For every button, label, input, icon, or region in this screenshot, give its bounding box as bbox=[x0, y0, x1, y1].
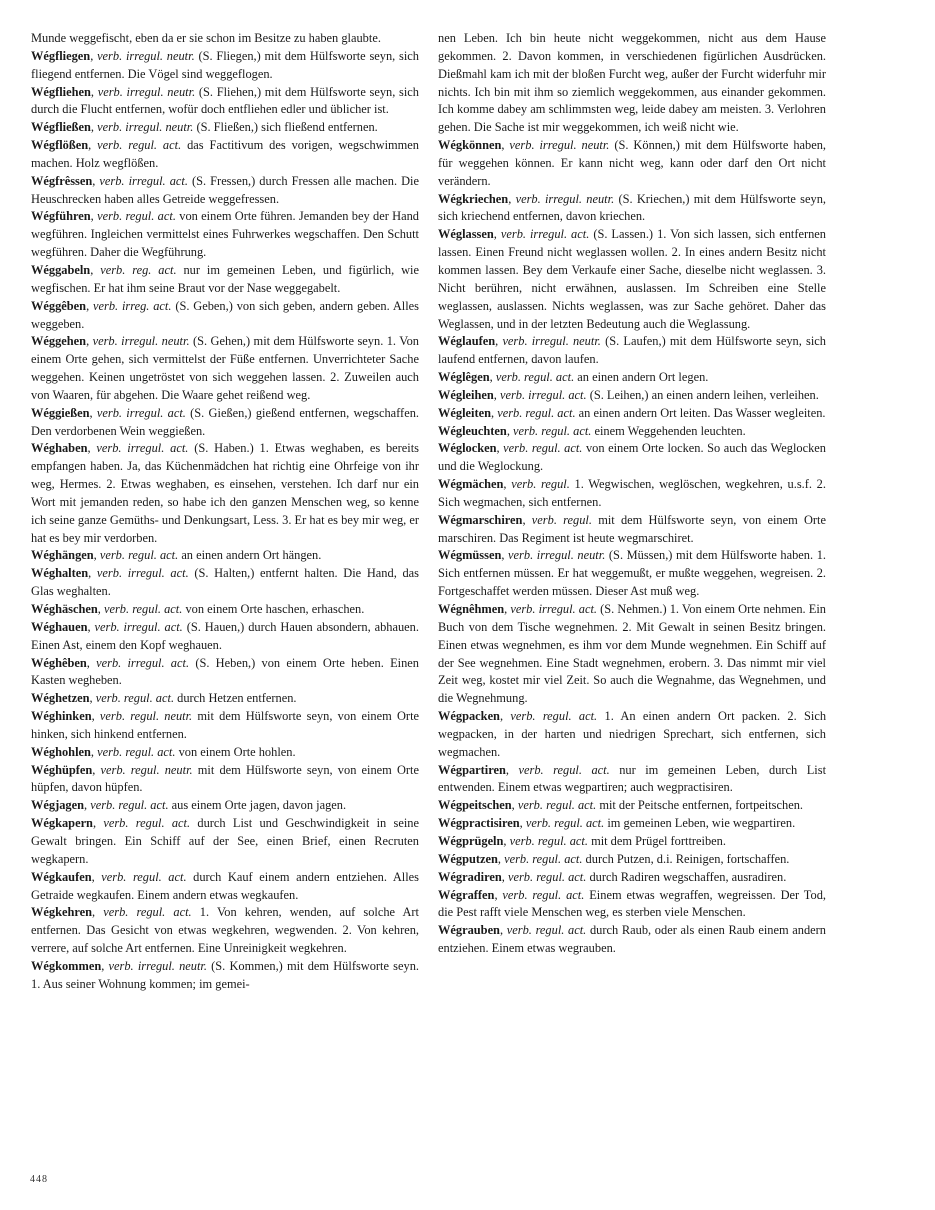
entry-definition: durch Putzen, d.i. Reinigen, fortschaffen. bbox=[585, 851, 790, 866]
entry-definition: von einem Orte locken. So auch das Weglocken und die Weglockung. bbox=[438, 441, 826, 474]
entry-definition: Einem etwas wegraffen, wegreissen. Der Tod, die Pest rafft viele Menschen weg, es sterben viele Menschen. bbox=[438, 887, 826, 920]
entry-grammar: verb. regul. act. bbox=[101, 869, 187, 884]
entry-headword: Wégfrêssen bbox=[31, 173, 93, 188]
dictionary-entry: Wégraffen, verb. regul. act. Einem etwas wegraffen, wegreissen. Der Tod, die Pest rafft viele Menschen weg, es sterben viele Menschen. bbox=[438, 887, 826, 920]
dictionary-entry: Wégkehren, verb. regul. act. 1. Von kehren, wenden, auf solche Art entfernen. Das Gesicht von etwas wegkehren, wegwenden. 2. Von kehren, verrere, auf solche Art entfernen. Eine Unreinigkeit wegkehren. bbox=[31, 905, 419, 956]
entry-headword: Wéghalten bbox=[31, 566, 89, 581]
entry-grammar: verb. irregul. act. bbox=[99, 173, 188, 188]
entry-definition: (S. Heben,) von einem Orte heben. Einen Kasten wegheben. bbox=[31, 655, 419, 688]
entry-grammar: verb. regul. act. bbox=[497, 405, 576, 420]
entry-grammar: verb. irregul. act. bbox=[499, 387, 587, 402]
entry-definition: (S. Geben,) von sich geben, andern geben. Alles weggeben. bbox=[31, 298, 420, 331]
entry-grammar: verb. irregul. act. bbox=[94, 619, 183, 634]
dictionary-entry: Wégmüssen, verb. irregul. neutr. (S. Müssen,) mit dem Hülfsworte haben. 1. Sich entfernen müssen. Er hat weggemußt, er mußte weggehen, wegreisen. 2. Fortgeschaffet werden müssen. Dieser Ast muß weg. bbox=[438, 548, 826, 599]
entry-headword: Wégpractisiren bbox=[438, 816, 520, 831]
entry-definition: von einem Orte führen. Jemanden bey der Hand wegführen. Ingleichen vermittelst eines Fuhrwerkes wegschaffen. Den Schutt wegführen. Daher die Wegführung. bbox=[31, 209, 419, 260]
dictionary-entry: Wégfrêssen, verb. irregul. act. (S. Fressen,) durch Fressen alle machen. Die Heuschrecken haben alles Getreide weggefressen. bbox=[31, 173, 419, 206]
entry-headword: Wégmächen bbox=[438, 477, 504, 492]
dictionary-entry: Wégflößen, verb. regul. act. das Factitivum des vorigen, wegschwimmen machen. Holz wegflößen. bbox=[31, 138, 419, 170]
entry-grammar: verb. regul. act. bbox=[95, 691, 175, 706]
entry-headword: Wégfliegen bbox=[31, 48, 91, 63]
entry-definition: durch Kauf einem andern entziehen. Alles Getraide wegkaufen. Einem andern etwas wegkaufen. bbox=[31, 869, 419, 902]
entry-headword: Wéghüpfen bbox=[31, 762, 93, 777]
entry-headword: Wéggießen bbox=[31, 405, 90, 420]
dictionary-entry: Wégleuchten, verb. regul. act. einem Weggehenden leuchten. bbox=[438, 423, 746, 438]
entry-grammar: verb. regul. act. bbox=[495, 370, 575, 385]
entry-definition: durch Raub, oder als einen Raub einem andern entziehen. Einem etwas wegrauben. bbox=[438, 923, 826, 956]
dictionary-entry: Wégputzen, verb. regul. act. durch Putzen, d.i. Reinigen, fortschaffen. bbox=[438, 851, 790, 866]
left-column bbox=[31, 30, 419, 994]
entry-headword: Wégkönnen bbox=[438, 138, 502, 153]
dictionary-entry: Wégjagen, verb. regul. act. aus einem Orte jagen, davon jagen. bbox=[31, 798, 347, 813]
entry-grammar: verb. regul. act. bbox=[509, 833, 588, 848]
entry-headword: Wégkaufen bbox=[31, 869, 92, 884]
entry-headword: Wéghaben bbox=[31, 441, 88, 456]
entry-grammar: verb. regul. act. bbox=[97, 744, 176, 759]
entry-headword: Wéghinken bbox=[31, 709, 92, 724]
dictionary-entry: Wéghaben, verb. irregul. act. (S. Haben.) 1. Etwas weghaben, es bereits empfangen haben. Ja, das Küchenmädchen hat richtig eine Ohrfeige von ihr weg, Hermes. 2. Etwas weghaben, es einsehen, verstehen. Ich darf nur ein Wort mit jemanden reden, so habe ich den ganzen Menschen weg, so kenne ich seine ganze Gemüths- und Denkungsart, Less. 3. Er hat es bey mir weg, er hat es bey mir verdorben. bbox=[31, 441, 419, 545]
entry-definition: (S. Laufen,) mit dem Hülfsworte seyn, sich laufend entfernen, davon laufen. bbox=[438, 334, 827, 367]
dictionary-entry: Wéghäschen, verb. regul. act. von einem Orte haschen, erhaschen. bbox=[31, 602, 365, 616]
entry-definition: an einen andern Ort hängen. bbox=[181, 548, 322, 563]
entry-headword: Wégrauben bbox=[438, 923, 500, 938]
dictionary-entry: Wégradiren, verb. regul. act. durch Radiren wegschaffen, ausradiren. bbox=[438, 869, 787, 884]
entry-headword: Wégpartiren bbox=[438, 762, 506, 777]
dictionary-entry: Wéggehen, verb. irregul. neutr. (S. Gehen,) mit dem Hülfsworte seyn. 1. Von einem Orte gehen, sich vermittelst der Füße entfernen. Unverrichteter Sache weggehen. Keinen ungetröstet von sich weggehen lassen. 2. Zuweilen auch von Waaren, für abgehen. Die Waare gehet reißend weg. bbox=[31, 334, 419, 402]
entry-definition: aus einem Orte jagen, davon jagen. bbox=[171, 798, 347, 813]
entry-grammar: verb. regul. neutr. bbox=[100, 762, 193, 777]
entry-grammar: verb. regul. act. bbox=[517, 798, 597, 813]
entry-definition: 1. Von kehren, wenden, auf solche Art entfernen. Das Gesicht von etwas wegkehren, wegwenden. 2. Von kehren, verrere, auf solche Art entfernen. Eine Unreinigkeit wegkehren. bbox=[31, 905, 419, 956]
entry-definition: (S. Kriechen,) mit dem Hülfsworte seyn, sich kriechend entfernen, davon kriechen. bbox=[438, 191, 826, 224]
entry-definition: nur im gemeinen Leben, durch List entwenden. Einem etwas wegpartiren; auch wegpractisiren. bbox=[438, 762, 827, 795]
entry-definition: (S. Gehen,) mit dem Hülfsworte seyn. 1. Von einem Orte gehen, sich vermittelst der Füße entfernen. Unverrichteter Sache weggehen. Keinen ungetröstet von sich weggehen lassen. 2. Zuweilen auch von Waaren, für abgehen. Die Waare gehet reißend weg. bbox=[31, 334, 419, 402]
entry-headword: Wégfliehen bbox=[31, 84, 91, 99]
entry-headword: Wéghetzen bbox=[31, 691, 90, 706]
entry-definition: von einem Orte hohlen. bbox=[178, 744, 296, 759]
dictionary-entry: Wégfliegen, verb. irregul. neutr. (S. Fliegen,) mit dem Hülfsworte seyn, sich fliegend entfernen. Die Vögel sind weggeflogen. bbox=[31, 48, 419, 81]
entry-grammar: verb. regul. act. bbox=[507, 869, 587, 884]
entry-headword: Wégprügeln bbox=[438, 833, 504, 848]
entry-grammar: verb. reg. act. bbox=[100, 262, 177, 277]
dictionary-entry: Wégfliehen, verb. irregul. neutr. (S. Fliehen,) mit dem Hülfsworte seyn, sich durch die Flucht entfernen, wofür doch entfliehen edler und üblicher ist. bbox=[31, 84, 419, 117]
dictionary-entry: Wéghauen, verb. irregul. act. (S. Hauen,) durch Hauen absondern, abhauen. Einen Ast, einem den Kopf weghauen. bbox=[31, 619, 419, 652]
dictionary-entry: Wéglaufen, verb. irregul. neutr. (S. Laufen,) mit dem Hülfsworte seyn, sich laufend entfernen, davon laufen. bbox=[438, 334, 827, 367]
entry-headword: Wéghêben bbox=[31, 655, 87, 670]
entry-headword: Wégnêhmen bbox=[438, 602, 505, 616]
entry-headword: Wégputzen bbox=[438, 851, 498, 866]
entry-grammar: verb. irregul. act. bbox=[510, 602, 597, 616]
entry-grammar: verb. irregul. neutr. bbox=[92, 334, 190, 349]
entry-grammar: verb. irregul. act. bbox=[96, 566, 189, 581]
entry-headword: Wégkehren bbox=[31, 905, 93, 920]
entry-headword: Wéghäschen bbox=[31, 602, 98, 616]
dictionary-entry: Wégkapern, verb. regul. act. durch List und Geschwindigkeit in seine Gewalt bringen. Ein Schiff auf der See, einen Brief, einen Recruten wegkapern. bbox=[31, 816, 419, 866]
dictionary-entry: Wégprügeln, verb. regul. act. mit dem Prügel forttreiben. bbox=[438, 833, 726, 848]
entry-definition: Munde weggefischt, eben da er sie schon im Besitze zu haben glaubte. bbox=[31, 31, 381, 45]
dictionary-entry: Wégpeitschen, verb. regul. act. mit der Peitsche entfernen, fortpeitschen. bbox=[438, 798, 803, 813]
entry-definition: (S. Fressen,) durch Fressen alle machen. Die Heuschrecken haben alles Getreide weggefressen. bbox=[31, 173, 419, 206]
entry-grammar: verb. regul. bbox=[531, 512, 592, 527]
entry-headword: Wégpeitschen bbox=[438, 798, 512, 813]
dictionary-entry: Wéghetzen, verb. regul. act. durch Hetzen entfernen. bbox=[31, 691, 297, 706]
entry-definition: durch Hetzen entfernen. bbox=[177, 691, 297, 706]
dictionary-entry: Wéghalten, verb. irregul. act. (S. Halten,) entfernt halten. Die Hand, das Glas weghalten. bbox=[31, 566, 419, 599]
dictionary-entry: Wéghängen, verb. regul. act. an einen andern Ort hängen. bbox=[31, 548, 322, 563]
entry-definition: (S. Halten,) entfernt halten. Die Hand, das Glas weghalten. bbox=[31, 566, 419, 599]
entry-headword: Wéglassen bbox=[438, 227, 494, 242]
entry-definition: (S. Kommen,) mit dem Hülfsworte seyn. 1. Aus seiner Wohnung kommen; im gemei- bbox=[31, 958, 419, 991]
entry-grammar: verb. irreg. act. bbox=[93, 298, 172, 313]
entry-headword: Wégleihen bbox=[438, 387, 494, 402]
dictionary-entry: Wéghinken, verb. regul. neutr. mit dem Hülfsworte seyn, von einem Orte hinken, sich hinkend entfernen. bbox=[31, 709, 420, 741]
entry-definition: (S. Fliehen,) mit dem Hülfsworte seyn, sich durch die Flucht entfernen, wofür doch entfliehen edler und üblicher ist. bbox=[31, 84, 419, 117]
entry-definition: (S. Nehmen.) 1. Von einem Orte nehmen. Ein Buch von dem Tische wegnehmen. 2. Mit Gewalt in seinen Besitz bringen. Einen etwas wegnehmen, es ihm vor dem Munde wegnehmen. Ein Schiff auf der See wegnehmen. Eine Stadt wegnehmen, erobern. 3. Das nimmt mir viel Zeit weg, kostet mir viel Zeit. So auch die Wegnahme, das Wegnehmen, und die Wegnehmung. bbox=[438, 602, 826, 706]
dictionary-entry: Wéggießen, verb. irregul. act. (S. Gießen,) gießend entfernen, wegschaffen. Den verdorbenen Wein weggießen. bbox=[31, 405, 419, 438]
entry-grammar: verb. irregul. neutr. bbox=[97, 84, 196, 99]
entry-grammar: verb. regul. bbox=[511, 477, 570, 492]
entry-grammar: verb. regul. act. bbox=[99, 548, 179, 563]
entry-definition: an einen andern Ort leiten. Das Wasser wegleiten. bbox=[578, 405, 826, 420]
entry-grammar: verb. regul. act. bbox=[97, 209, 176, 224]
entry-grammar: verb. irregul. act. bbox=[500, 227, 590, 242]
entry-grammar: verb. regul. act. bbox=[103, 905, 192, 920]
entry-headword: Wégpacken bbox=[438, 709, 500, 724]
entry-headword: Wégmarschiren bbox=[438, 512, 523, 527]
entry-grammar: verb. irregul. act. bbox=[96, 405, 186, 420]
entry-headword: Wégleiten bbox=[438, 405, 491, 420]
entry-grammar: verb. irregul. neutr. bbox=[108, 958, 207, 973]
entry-grammar: verb. regul. act. bbox=[510, 709, 598, 724]
dictionary-entry: Wégnêhmen, verb. irregul. act. (S. Nehmen.) 1. Von einem Orte nehmen. Ein Buch von dem Tische wegnehmen. 2. Mit Gewalt in seinen Besitz bringen. Einen etwas wegnehmen, es ihm vor dem Munde wegnehmen. Ein Schiff auf der See wegnehmen. Eine Stadt wegnehmen, erobern. 3. Das nimmt mir viel Zeit weg, kostet mir viel Zeit. So auch die Wegnahme, das Wegnehmen, und die Wegnehmung. bbox=[438, 602, 826, 706]
entry-grammar: verb. regul. act. bbox=[90, 798, 169, 813]
entry-grammar: verb. regul. act. bbox=[103, 816, 191, 831]
entry-grammar: verb. irregul. act. bbox=[96, 441, 189, 456]
entry-definition: an einen andern Ort legen. bbox=[577, 370, 709, 385]
entry-definition: mit der Peitsche entfernen, fortpeitschen. bbox=[599, 798, 803, 813]
entry-grammar: verb. irregul. neutr. bbox=[97, 48, 195, 63]
dictionary-entry: Wégkönnen, verb. irregul. neutr. (S. Können,) mit dem Hülfsworte haben, für weggehen können. Er kann nicht weg, kann oder darf den Ort nicht verändern. bbox=[438, 138, 826, 188]
dictionary-entry bbox=[31, 30, 419, 48]
dictionary-entry: Wégpartiren, verb. regul. act. nur im gemeinen Leben, durch List entwenden. Einem etwas wegpartiren; auch wegpractisiren. bbox=[438, 762, 827, 795]
entry-grammar: verb. regul. act. bbox=[503, 441, 583, 456]
dictionary-entry: Wéglocken, verb. regul. act. von einem Orte locken. So auch das Weglocken und die Weglockung. bbox=[438, 441, 826, 474]
entry-grammar: verb. regul. neutr. bbox=[99, 709, 193, 724]
entry-headword: Wégkommen bbox=[31, 958, 102, 973]
entry-definition: mit dem Hülfsworte seyn, von einem Orte marschiren. Das Regiment ist heute wegmarschiret. bbox=[438, 512, 826, 545]
dictionary-entry: Wéglêgen, verb. regul. act. an einen andern Ort legen. bbox=[438, 370, 709, 385]
dictionary-entry: Wéghêben, verb. irregul. act. (S. Heben,) von einem Orte heben. Einen Kasten wegheben. bbox=[31, 655, 419, 688]
dictionary-entry: Wéggêben, verb. irreg. act. (S. Geben,) von sich geben, andern geben. Alles weggeben. bbox=[31, 298, 420, 331]
entry-definition: mit dem Prügel forttreiben. bbox=[591, 833, 726, 848]
dictionary-entry: Wégkriechen, verb. irregul. neutr. (S. Kriechen,) mit dem Hülfsworte seyn, sich kriechend entfernen, davon kriechen. bbox=[438, 191, 826, 224]
entry-headword: Wéghängen bbox=[31, 548, 94, 563]
dictionary-entry: Wégpractisiren, verb. regul. act. im gemeinen Leben, wie wegpartiren. bbox=[438, 816, 796, 831]
entry-definition: (S. Fließen,) sich fließend entfernen. bbox=[196, 120, 378, 135]
dictionary-entry: Wégpacken, verb. regul. act. 1. An einen andern Ort packen. 2. Sich wegpacken, in der harten und niedrigen Sprechart, sich entfernen, sich wegmachen. bbox=[438, 709, 827, 759]
entry-definition: nur im gemeinen Leben, und figürlich, wie wegfischen. Er hat ihm seine Braut vor der Nase weggegabelt. bbox=[31, 262, 419, 295]
entry-headword: Wéglêgen bbox=[438, 370, 490, 385]
entry-grammar: verb. irregul. act. bbox=[96, 655, 190, 670]
dictionary-entry: Wéghohlen, verb. regul. act. von einem Orte hohlen. bbox=[31, 744, 296, 759]
entry-headword: Wéglocken bbox=[438, 441, 497, 456]
dictionary-entry: Wégleiten, verb. regul. act. an einen andern Ort leiten. Das Wasser wegleiten. bbox=[438, 405, 826, 420]
entry-grammar: verb. regul. act. bbox=[97, 138, 182, 153]
entry-definition: mit dem Hülfsworte seyn, von einem Orte hüpfen, davon hüpfen. bbox=[31, 762, 419, 795]
dictionary-entry: Wégführen, verb. regul. act. von einem Orte führen. Jemanden bey der Hand wegführen. Ingleichen vermittelst eines Fuhrwerkes wegschaffen. Den Schutt wegführen. Daher die Wegführung. bbox=[31, 209, 419, 260]
entry-headword: Wégleuchten bbox=[438, 423, 507, 438]
entry-grammar: verb. regul. act. bbox=[103, 602, 183, 616]
dictionary-entry: Wéggabeln, verb. reg. act. nur im gemeinen Leben, und figürlich, wie wegfischen. Er hat ihm seine Braut vor der Nase weggegabelt. bbox=[31, 262, 419, 295]
entry-headword: Wégführen bbox=[31, 209, 91, 224]
entry-definition: (S. Müssen,) mit dem Hülfsworte haben. 1. Sich entfernen müssen. Er hat weggemußt, er mußte weggehen, wegreisen. 2. Fortgeschaffet werden müssen. Dieser Ast muß weg. bbox=[438, 548, 826, 599]
entry-grammar: verb. regul. act. bbox=[513, 423, 592, 438]
dictionary-entry: Wégmächen, verb. regul. 1. Wegwischen, weglöschen, wegkehren, u.s.f. 2. Sich wegmachen, sich entfernen. bbox=[438, 477, 826, 509]
entry-headword: Wégmüssen bbox=[438, 548, 502, 563]
entry-definition: 1. An einen andern Ort packen. 2. Sich wegpacken, in der harten und niedrigen Sprechart, sich entfernen, sich wegmachen. bbox=[438, 709, 827, 759]
entry-headword: Wégkriechen bbox=[438, 191, 509, 206]
entry-grammar: verb. regul. act. bbox=[502, 887, 585, 902]
entry-headword: Wéglaufen bbox=[438, 334, 496, 349]
entry-grammar: verb. regul. act. bbox=[504, 851, 583, 866]
entry-grammar: verb. irregul. neutr. bbox=[509, 138, 610, 153]
dictionary-entry: Wégkaufen, verb. regul. act. durch Kauf einem andern entziehen. Alles Getraide wegkaufen. Einem andern etwas wegkaufen. bbox=[31, 869, 419, 902]
page-number: 448 bbox=[30, 1174, 48, 1185]
entry-grammar: verb. irregul. neutr. bbox=[502, 334, 601, 349]
entry-definition: von einem Orte haschen, erhaschen. bbox=[185, 602, 365, 616]
entry-headword: Wéggehen bbox=[31, 334, 87, 349]
entry-definition: einem Weggehenden leuchten. bbox=[594, 423, 746, 438]
entry-grammar: verb. regul. act. bbox=[506, 923, 587, 938]
entry-headword: Wégradiren bbox=[438, 869, 502, 884]
entry-definition: mit dem Hülfsworte seyn, von einem Orte hinken, sich hinkend entfernen. bbox=[31, 709, 420, 741]
entry-headword: Wéghauen bbox=[31, 619, 88, 634]
entry-definition: (S. Gießen,) gießend entfernen, wegschaffen. Den verdorbenen Wein weggießen. bbox=[31, 405, 419, 438]
entry-headword: Wégraffen bbox=[438, 887, 495, 902]
entry-definition: (S. Leihen,) an einen andern leihen, verleihen. bbox=[589, 387, 819, 402]
entry-grammar: verb. irregul. neutr. bbox=[508, 548, 606, 563]
entry-grammar: verb. regul. act. bbox=[525, 816, 605, 831]
dictionary-entry: Wégleihen, verb. irregul. act. (S. Leihen,) an einen andern leihen, verleihen. bbox=[438, 387, 819, 402]
dictionary-entry: Wéglassen, verb. irregul. act. (S. Lassen.) 1. Von sich lassen, sich entfernen lassen. Einen Freund nicht weglassen wollen. 2. In eines andern Besitz nicht kommen lassen. Bey dem Verkaufe einer Sache, dieselbe nicht weglassen. 3. Nicht berühren, nicht erwähnen, auslassen. Im Schreiben eine Stelle weglassen, auslassen. Nichts weglassen, was zur Sache gehöret. Daher das Weglassen, und in der letzten Bedeutung auch die Weglassung. bbox=[438, 227, 826, 331]
entry-definition: das Factitivum des vorigen, wegschwimmen machen. Holz wegflößen. bbox=[31, 138, 419, 170]
entry-headword: Wégkapern bbox=[31, 816, 93, 831]
dictionary-entry: Wégfließen, verb. irregul. neutr. (S. Fließen,) sich fließend entfernen. bbox=[31, 120, 378, 135]
entry-grammar: verb. irregul. neutr. bbox=[97, 120, 194, 135]
entry-definition: (S. Haben.) 1. Etwas weghaben, es bereits empfangen haben. Ja, das Küchenmädchen hat richtig eine Ohrfeige von ihr weg, Hermes. 2. Etwas weghaben, es einsehen, verstehen. Ich darf nur ein Wort mit jemanden reden, so habe ich den ganzen Menschen weg, so kenne ich seine ganze Gemüths- und Denkungsart, Less. 3. Er hat es bey mir weg, er hat es bey mir verdorben. bbox=[31, 441, 419, 545]
entry-definition: (S. Lassen.) 1. Von sich lassen, sich entfernen lassen. Einen Freund nicht weglassen wollen. 2. In eines andern Besitz nicht kommen lassen. Bey dem Verkaufe einer Sache, dieselbe nicht weglassen. 3. Nicht berühren, nicht erwähnen, auslassen. Im Schreiben eine Stelle weglassen, auslassen. Nichts weglassen, was zur Sache gehöret. Daher das Weglassen, und in der letzten Bedeutung auch die Weglassung. bbox=[438, 227, 826, 331]
dictionary-entry: Wégmarschiren, verb. regul. mit dem Hülfsworte seyn, von einem Orte marschiren. Das Regiment ist heute wegmarschiret. bbox=[438, 512, 826, 545]
entry-definition: 1. Wegwischen, weglöschen, wegkehren, u.s.f. 2. Sich wegmachen, sich entfernen. bbox=[438, 477, 826, 509]
entry-definition: im gemeinen Leben, wie wegpartiren. bbox=[607, 816, 796, 831]
entry-grammar: verb. regul. act. bbox=[518, 762, 610, 777]
entry-definition: (S. Hauen,) durch Hauen absondern, abhauen. Einen Ast, einem den Kopf weghauen. bbox=[31, 619, 419, 652]
entry-definition: (S. Können,) mit dem Hülfsworte haben, für weggehen können. Er kann nicht weg, kann oder darf den Ort nicht verändern. bbox=[438, 138, 826, 188]
right-column bbox=[438, 30, 826, 958]
entry-headword: Wéggêben bbox=[31, 298, 87, 313]
entry-headword: Wéggabeln bbox=[31, 262, 91, 277]
entry-definition: durch Radiren wegschaffen, ausradiren. bbox=[589, 869, 787, 884]
entry-grammar: verb. irregul. neutr. bbox=[515, 191, 615, 206]
dictionary-entry: Wégrauben, verb. regul. act. durch Raub, oder als einen Raub einem andern entziehen. Einem etwas wegrauben. bbox=[438, 923, 826, 956]
entry-headword: Wégfließen bbox=[31, 120, 91, 135]
entry-headword: Wégjagen bbox=[31, 798, 84, 813]
entry-headword: Wégflößen bbox=[31, 138, 89, 153]
dictionary-entry bbox=[438, 30, 826, 137]
entry-definition: (S. Fliegen,) mit dem Hülfsworte seyn, sich fliegend entfernen. Die Vögel sind weggeflogen. bbox=[31, 48, 419, 81]
dictionary-entry: Wégkommen, verb. irregul. neutr. (S. Kommen,) mit dem Hülfsworte seyn. 1. Aus seiner Wohnung kommen; im gemei- bbox=[31, 958, 419, 991]
entry-headword: Wéghohlen bbox=[31, 744, 91, 759]
dictionary-entry: Wéghüpfen, verb. regul. neutr. mit dem Hülfsworte seyn, von einem Orte hüpfen, davon hüpfen. bbox=[31, 762, 419, 795]
entry-definition: nen Leben. Ich bin heute nicht weggekommen, nicht aus dem Hause gekommen. 2. Davon kommen, in verschiedenen figürlichen Ausdrücken. Dießmahl kam ich mit der bloßen Furcht weg, außer der Furcht widerfuhr mir nichts. Ich bin mit ihm so ziemlich weggekommen, aus einander gekommen. Ich komme dabey am schlimmsten weg, leide dabey am meisten. 3. Verlohren gehen. Die Sache ist mir weggekommen, ich weiß nicht wie. bbox=[438, 31, 826, 135]
entry-definition: durch List und Geschwindigkeit in seine Gewalt bringen. Ein Schiff auf der See, einen Brief, einen Recruten wegkapern. bbox=[31, 816, 419, 866]
